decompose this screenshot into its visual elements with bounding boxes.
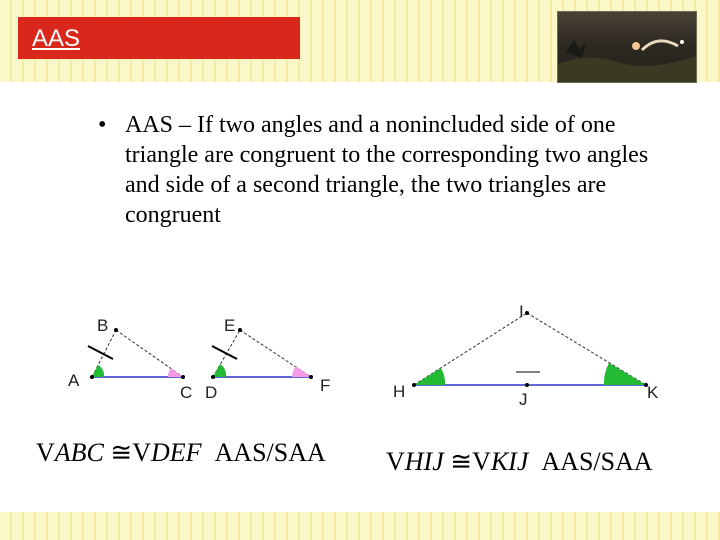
label-d: D <box>205 383 218 402</box>
tick-mark-ab <box>88 346 113 359</box>
point-c <box>181 375 185 379</box>
point-f <box>309 375 313 379</box>
congruent-symbol: ≅ <box>110 438 133 467</box>
point-j <box>525 383 529 387</box>
bullet-text: AAS – If two angles and a nonincluded side of one triangle are congruent to the corresponding two angles and side of a second triangle, the two triangles are congruent <box>125 112 649 228</box>
angle-f-mark <box>292 366 311 377</box>
label-k: K <box>647 383 659 402</box>
segment-hi <box>414 313 527 385</box>
point-i <box>525 311 529 315</box>
segment-ik <box>527 313 646 385</box>
slide-title: AAS <box>32 25 81 52</box>
triangle-symbol: V <box>132 438 151 467</box>
statement-right <box>386 447 653 477</box>
triangle-name-1: HIJ <box>404 447 444 476</box>
triangle-symbol: V <box>36 438 55 467</box>
triangle-name-1: ABC <box>54 438 104 467</box>
point-a <box>90 375 94 379</box>
reason-label: AAS/SAA <box>541 447 653 476</box>
angle-c-mark <box>168 368 183 377</box>
angle-d-mark <box>213 364 226 377</box>
bullet-mark: • <box>98 112 107 138</box>
label-i: I <box>519 302 524 321</box>
angle-a-mark <box>92 365 104 377</box>
point-d <box>211 375 215 379</box>
triangle-name-2: KIJ <box>490 447 529 476</box>
triangle-def <box>211 328 313 379</box>
label-h: H <box>393 382 406 401</box>
label-j: J <box>519 390 528 409</box>
statement-left <box>36 438 326 468</box>
triangles-hij-kij <box>412 311 648 387</box>
angle-k-mark <box>604 363 646 385</box>
label-b: B <box>97 316 109 335</box>
label-c: C <box>180 383 193 402</box>
point-h <box>412 383 416 387</box>
label-e: E <box>224 316 236 335</box>
angle-h-mark <box>414 368 445 385</box>
point-b <box>114 328 118 332</box>
triangle-abc <box>88 328 185 379</box>
label-f: F <box>320 376 331 395</box>
tick-mark-de <box>212 346 237 359</box>
congruent-symbol: ≅ <box>450 447 473 476</box>
triangle-symbol: V <box>472 447 491 476</box>
label-a: A <box>68 371 80 390</box>
triangle-symbol: V <box>386 447 405 476</box>
point-e <box>238 328 242 332</box>
reason-label: AAS/SAA <box>214 438 326 467</box>
triangle-name-2: DEF <box>150 438 202 467</box>
